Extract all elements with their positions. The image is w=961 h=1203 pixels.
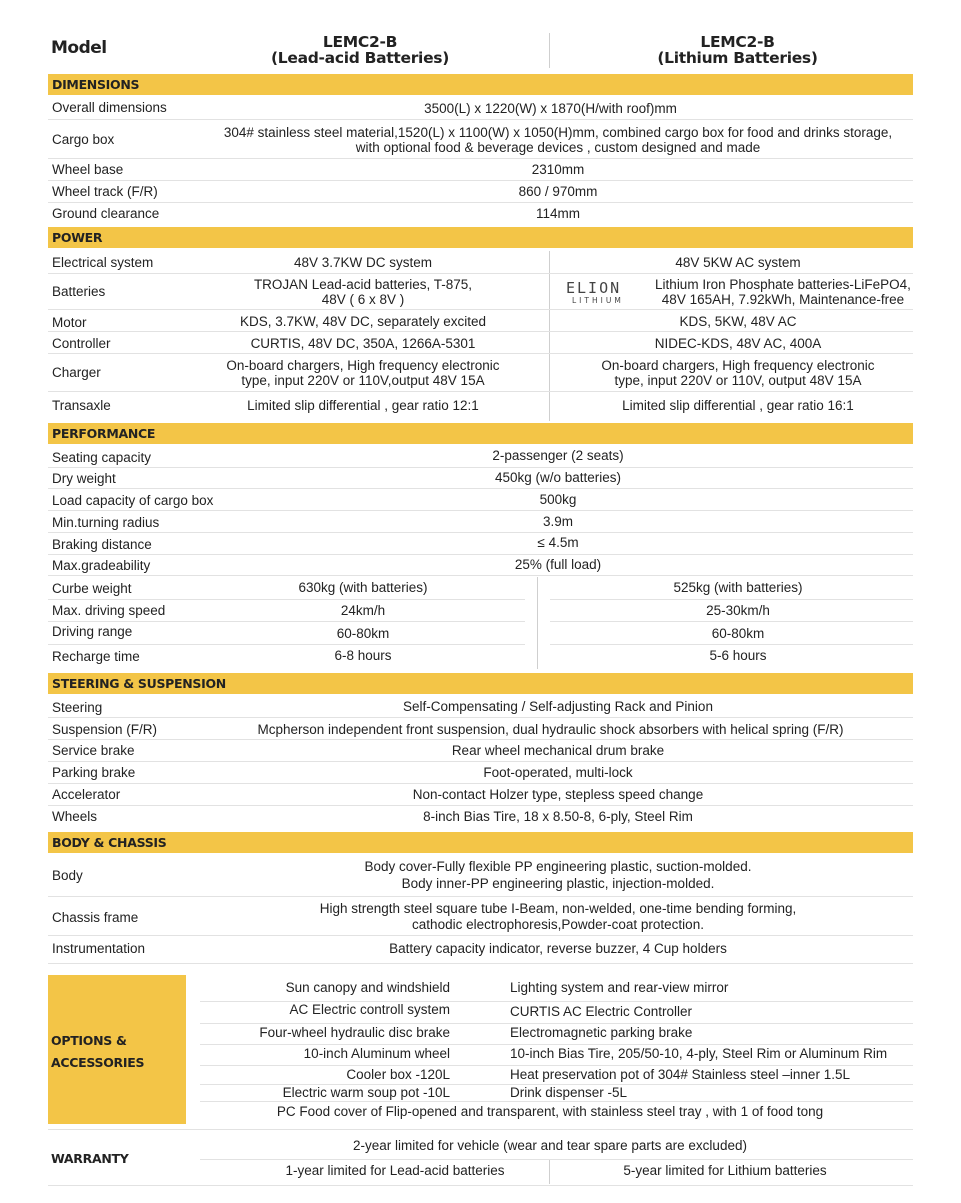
row-curb-weight: Curbe weight 630kg (with batteries) 525kg (with batteries) xyxy=(52,580,803,596)
section-body-chassis: BODY & CHASSIS xyxy=(48,832,913,853)
option-item: Electromagnetic parking brake xyxy=(510,1025,693,1040)
option-item: Heat preservation pot of 304# Stainless steel –inner 1.5L xyxy=(510,1067,850,1082)
row-driving-range: Driving range 60-80km 60-80km xyxy=(52,624,765,641)
option-item: 10-inch Bias Tire, 205/50-10, 4-ply, Steel Rim or Aluminum Rim xyxy=(510,1046,888,1061)
warranty-lead-acid: 1-year limited for Lead-acid batteries xyxy=(285,1163,505,1178)
divider xyxy=(200,1065,913,1066)
row-parking-brake: Parking brake Foot-operated, multi-lock xyxy=(48,762,913,784)
section-performance: PERFORMANCE xyxy=(48,423,913,444)
row-ground-clearance: Ground clearance 114mm xyxy=(52,206,580,221)
divider xyxy=(200,1023,913,1024)
option-item: CURTIS AC Electric Controller xyxy=(510,1004,693,1019)
row-recharge-time: Recharge time 6-8 hours 5-6 hours xyxy=(52,648,767,664)
row-load-capacity: Load capacity of cargo box 500kg xyxy=(48,489,913,511)
option-item: AC Electric controll system xyxy=(289,1002,450,1017)
lead-acid-column-header xyxy=(215,34,505,66)
warranty-title: WARRANTY xyxy=(51,1151,129,1166)
row-chassis-frame: Chassis frame High strength steel square tube I-Beam, non-welded, one-time bending forming, cathodic electrophoresis,Powder-coat protection. xyxy=(48,897,913,936)
row-seating: Seating capacity 2-passenger (2 seats) xyxy=(48,446,913,468)
section-steering-suspension: STEERING & SUSPENSION xyxy=(48,673,913,694)
row-overall-dimensions: Overall dimensions 3500(L) x 1220(W) x 1870(H/with roof)mm xyxy=(48,96,913,120)
row-electrical-system: Electrical system 48V 3.7KW DC system 48V 5KW AC system xyxy=(48,250,913,274)
row-motor: Motor KDS, 3.7KW, 48V DC, separately excited KDS, 5KW, 48V AC xyxy=(48,310,913,332)
row-steering: Steering Self-Compensating / Self-adjusting Rack and Pinion xyxy=(48,696,913,718)
row-wheel-track: Wheel track (F/R) 860 / 970mm xyxy=(48,181,913,203)
option-last: PC Food cover of Flip-opened and transparent, with stainless steel tray , with 1 of food tong xyxy=(276,1104,824,1119)
warranty-vehicle: 2-year limited for vehicle (wear and tear spare parts are excluded) xyxy=(353,1138,747,1153)
header-divider xyxy=(549,33,550,68)
divider xyxy=(200,1044,913,1045)
row-service-brake: Service brake Rear wheel mechanical drum brake xyxy=(48,740,913,762)
warranty-lithium: 5-year limited for Lithium batteries xyxy=(623,1163,827,1178)
row-charger: Charger On-board chargers, High frequency electronic type, input 220V or 110V,output 48V 15A On-board chargers, High frequency electronic type, input 220V or 110V, output 48V 15A xyxy=(48,354,913,392)
row-controller: Controller CURTIS, 48V DC, 350A, 1266A-5301 NIDEC-KDS, 48V AC, 400A xyxy=(48,332,913,354)
row-suspension: Suspension (F/R) Mcpherson independent front suspension, dual hydraulic shock absorbers with helical spring (F/R) xyxy=(48,718,913,740)
option-item: Sun canopy and windshield xyxy=(285,980,450,995)
divider xyxy=(200,1159,913,1160)
row-cargo-box: Cargo box 304# stainless steel material,1520(L) x 1100(W) x 1050(H)mm, combined cargo box for food and drinks storage, with optional food & beverage devices , custom designed and made xyxy=(48,120,913,159)
lead-acid-type: (Lead-acid Batteries) xyxy=(271,49,449,67)
row-accelerator: Accelerator Non-contact Holzer type, stepless speed change xyxy=(48,784,913,806)
option-item: 10-inch Aluminum wheel xyxy=(303,1046,450,1061)
row-wheels: Wheels 8-inch Bias Tire, 18 x 8.50-8, 6-ply, Steel Rim xyxy=(52,809,693,824)
option-item: Electric warm soup pot -10L xyxy=(282,1085,450,1100)
divider xyxy=(48,963,913,964)
divider xyxy=(48,1129,913,1130)
row-braking-distance: Braking distance ≤ 4.5m xyxy=(48,533,913,555)
divider xyxy=(200,1101,913,1102)
row-max-speed: Max. driving speed 24km/h 25-30km/h xyxy=(52,603,770,618)
row-instrumentation: Instrumentation Battery capacity indicator, reverse buzzer, 4 Cup holders xyxy=(52,941,727,956)
row-body: Body Body cover-Fully flexible PP engineering plastic, suction-molded. Body inner-PP engineering plastic, injection-molded. xyxy=(48,854,913,897)
lead-acid-model: LEMC2-B xyxy=(322,33,398,51)
row-gradeability: Max.gradeability 25% (full load) xyxy=(48,555,913,576)
option-item: Lighting system and rear-view mirror xyxy=(510,980,729,995)
option-item: Cooler box -120L xyxy=(346,1067,450,1082)
section-dimensions: DIMENSIONS xyxy=(48,74,913,95)
row-wheel-base: Wheel base 2310mm xyxy=(48,159,913,181)
row-dry-weight: Dry weight 450kg (w/o batteries) xyxy=(48,468,913,489)
option-item: Drink dispenser -5L xyxy=(510,1085,628,1100)
row-transaxle: Transaxle Limited slip differential , gear ratio 12:1 Limited slip differential , gear ratio 16:1 xyxy=(52,398,854,413)
divider xyxy=(48,1185,913,1186)
option-item: Four-wheel hydraulic disc brake xyxy=(259,1025,450,1040)
model-header: Model xyxy=(51,38,107,58)
lithium-type: (Lithium Batteries) xyxy=(657,49,818,67)
section-options-accessories xyxy=(48,975,186,1124)
section-power: POWER xyxy=(48,227,913,248)
lithium-model: LEMC2-B xyxy=(700,33,775,51)
lithium-column-header xyxy=(590,34,885,66)
elion-logo: ELION LITHIUM xyxy=(566,279,624,305)
options-title: OPTIONS & ACCESSORIES xyxy=(51,1033,145,1070)
row-turning-radius: Min.turning radius 3.9m xyxy=(48,511,913,533)
row-batteries: Batteries TROJAN Lead-acid batteries, T-875, 48V ( 6 x 8V ) Lithium Iron Phosphate batteries-LiFePO4, 48V 165AH, 7.92kWh, Maintenance-free xyxy=(48,274,913,310)
